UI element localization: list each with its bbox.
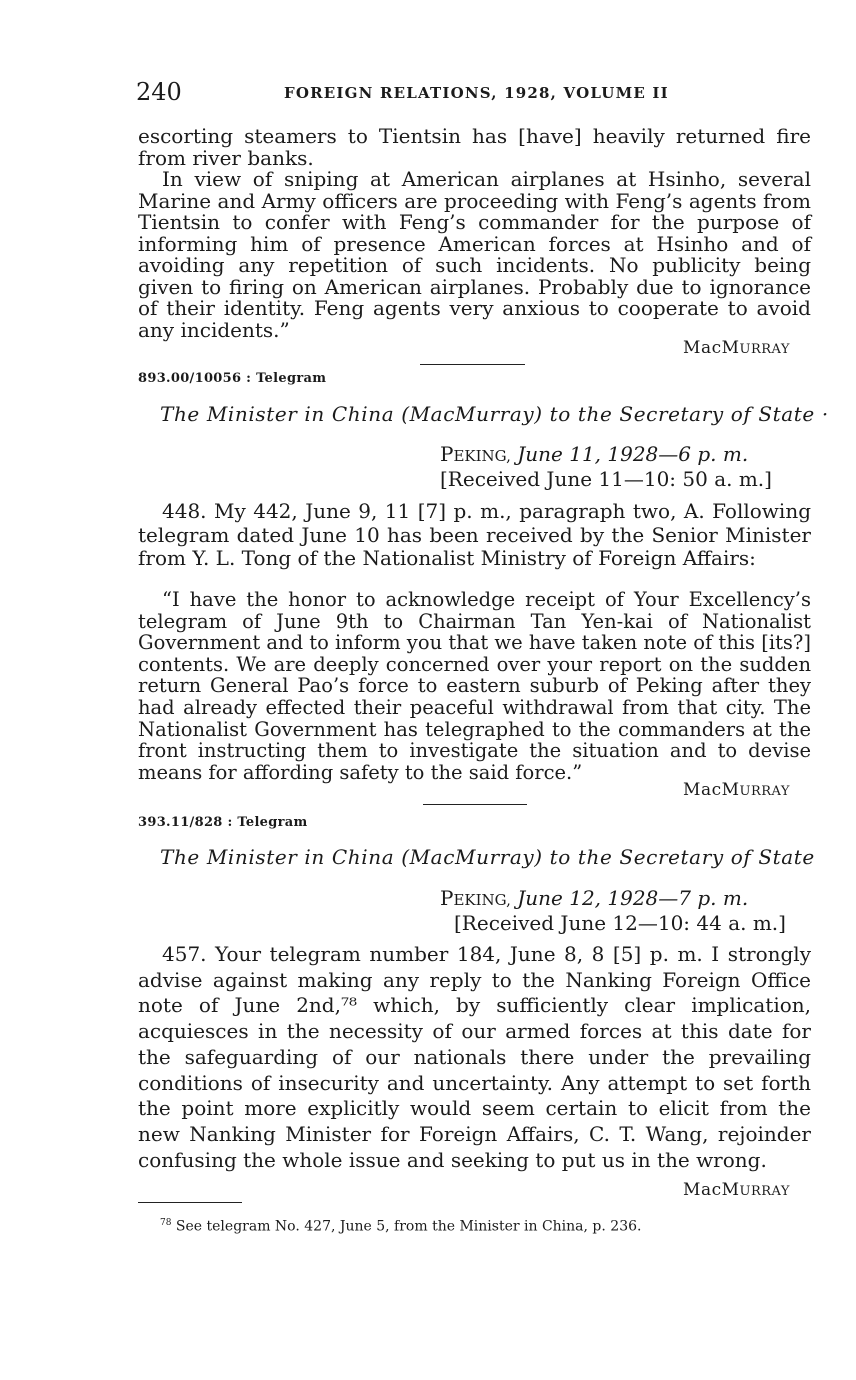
dateline-2: PEKING, June 12, 1928—7 p. m. (440, 886, 749, 910)
received-line-2: [Received June 12—10: 44 a. m.] (454, 911, 786, 935)
page-header (136, 78, 812, 110)
section-divider-1 (420, 364, 525, 365)
telegram-457-paragraph: 457. Your telegram number 184, June 8, 8 [5] p. m. I strongly advise against making any reply to the Nanking Foreign Office note of June 2nd,⁷⁸ which, by sufficiently clear implication, acquiesces in the necessity of our armed forces at this date for the safeguarding of our nationals there under the prevailing conditions of insecurity and uncertainty. Any attempt to set forth the point more explicitly would seem certain to elicit from the new Nanking Minister for Foreign Affairs, C. T. Wang, rejoinder confusing the whole issue and seeking to put us in the wrong. (138, 942, 811, 1172)
footnote-78 (160, 1218, 641, 1235)
signature-macmurray-1: MacMURRAY (683, 338, 790, 358)
continuation-paragraph-2: In view of sniping at American airplanes at Hsinho, several Marine and Army officers are proceeding with Feng’s agents from Tientsin to confer with Feng’s commander for the purpose of informing him of presence American forces at Hsinho and of avoiding any repetition of such incidents. No publicity being given to firing on American airplanes. Probably due to ignorance of their identity. Feng agents very anxious to cooperate to avoid any incidents.” (138, 167, 811, 342)
received-line-1: [Received June 11—10: 50 a. m.] (440, 467, 772, 491)
telegram-448-paragraph: 448. My 442, June 9, 11 [7] p. m., paragraph two, A. Following telegram dated June 10 has been received by the Senior Minister from Y. L. Tong of the Nationalist Ministry of Foreign Affairs: (138, 499, 811, 570)
page-number: 240 (136, 78, 182, 106)
continuation-text (138, 126, 811, 341)
section-divider-2 (423, 804, 527, 805)
signature-macmurray-3: MacMURRAY (683, 1180, 790, 1200)
dateline-1: PEKING, June 11, 1928—6 p. m. (440, 442, 749, 466)
footnote-marker: 78 (160, 1218, 172, 1228)
nationalist-quote: “I have the honor to acknowledge receipt of Your Excellency’s telegram of June 9th to Chairman Tan Yen-kai of Nationalist Government and to inform you that we have taken note of this [its?] contents. We are deeply concerned over your report on the sudden return General Pao’s force to eastern suburb of Peking after they had already effected their peaceful withdrawal from that city. The Nationalist Government has telegraphed to the commanders at the front instructing them to investigate the situation and to devise means for affording safety to the said force.” (138, 588, 811, 784)
signature-macmurray-2: MacMURRAY (683, 780, 790, 800)
telegram-448-text (138, 500, 811, 571)
document-title-2: The Minister in China (MacMurray) to the Secretary of State (160, 845, 815, 869)
file-number-2: 393.11/828 : Telegram (138, 815, 308, 830)
file-number-1: 893.00/10056 : Telegram (138, 371, 327, 386)
footnote-text: See telegram No. 427, June 5, from the Minister in China, p. 236. (175, 1218, 642, 1235)
continuation-paragraph-1: escorting steamers to Tientsin has [have] heavily returned fire from river banks. (138, 124, 811, 170)
telegram-457-text (138, 942, 811, 1173)
document-title-1: The Minister in China (MacMurray) to the Secretary of State · (160, 402, 829, 426)
running-title: FOREIGN RELATIONS, 1928, VOLUME II (284, 84, 669, 102)
footnote-divider (138, 1202, 242, 1203)
